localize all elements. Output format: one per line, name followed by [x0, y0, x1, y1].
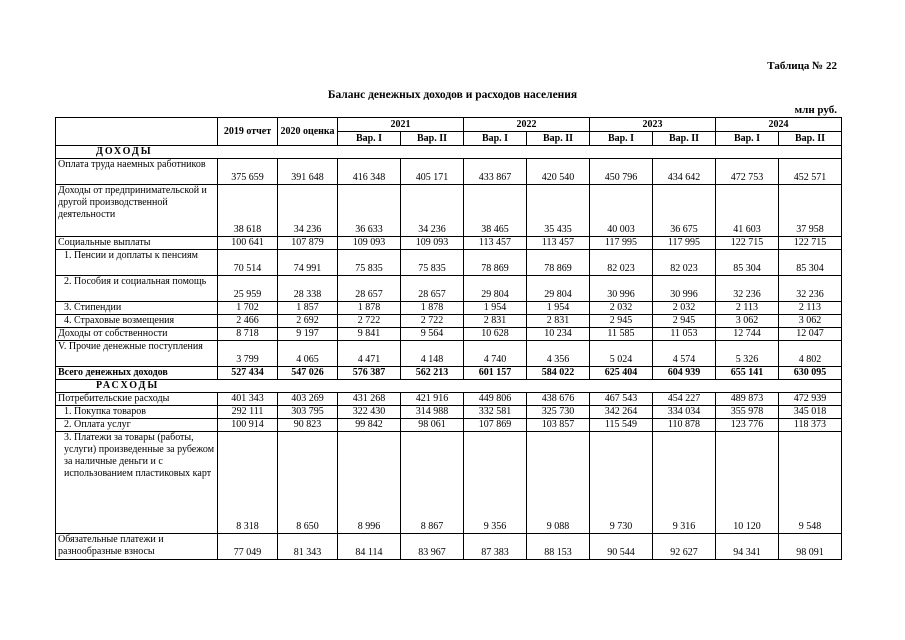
value-cell: 405 171	[401, 159, 464, 185]
row-label: Потребительские расходы	[56, 393, 218, 406]
value-cell: 2 945	[653, 315, 716, 328]
value-cell: 438 676	[527, 393, 590, 406]
table-row	[56, 406, 842, 419]
value-cell: 28 657	[401, 276, 464, 302]
value-cell: 75 835	[338, 250, 401, 276]
value-cell: 9 356	[464, 432, 527, 534]
value-cell: 123 776	[716, 419, 779, 432]
value-cell: 84 114	[338, 534, 401, 560]
section-expenses: РАСХОДЫ	[56, 380, 842, 393]
value-cell: 450 796	[590, 159, 653, 185]
value-cell: 117 995	[653, 237, 716, 250]
value-cell: 77 049	[218, 534, 278, 560]
table-row	[56, 328, 842, 341]
value-cell: 601 157	[464, 367, 527, 380]
value-cell: 4 356	[527, 341, 590, 367]
value-cell: 401 343	[218, 393, 278, 406]
value-cell: 434 642	[653, 159, 716, 185]
header-variant-1: Вар. I	[590, 132, 653, 146]
table-row	[56, 393, 842, 406]
row-label: Доходы от собственности	[56, 328, 218, 341]
value-cell: 2 945	[590, 315, 653, 328]
value-cell: 355 978	[716, 406, 779, 419]
value-cell: 2 831	[527, 315, 590, 328]
value-cell: 88 153	[527, 534, 590, 560]
value-cell: 467 543	[590, 393, 653, 406]
value-cell: 2 722	[401, 315, 464, 328]
value-cell: 109 093	[401, 237, 464, 250]
header-year-2023: 2023	[590, 118, 716, 132]
table-row	[56, 302, 842, 315]
table-row	[56, 315, 842, 328]
row-label: V. Прочие денежные поступления	[56, 341, 218, 367]
value-cell: 11 053	[653, 328, 716, 341]
value-cell: 40 003	[590, 185, 653, 237]
units-label: млн руб.	[794, 104, 837, 116]
value-cell: 37 958	[779, 185, 842, 237]
value-cell: 9 841	[338, 328, 401, 341]
value-cell: 391 648	[278, 159, 338, 185]
value-cell: 35 435	[527, 185, 590, 237]
value-cell: 584 022	[527, 367, 590, 380]
value-cell: 36 633	[338, 185, 401, 237]
value-cell: 107 869	[464, 419, 527, 432]
value-cell: 38 465	[464, 185, 527, 237]
value-cell: 9 197	[278, 328, 338, 341]
value-cell: 489 873	[716, 393, 779, 406]
value-cell: 1 954	[527, 302, 590, 315]
value-cell: 107 879	[278, 237, 338, 250]
value-cell: 4 574	[653, 341, 716, 367]
value-cell: 2 032	[653, 302, 716, 315]
value-cell: 431 268	[338, 393, 401, 406]
value-cell: 4 471	[338, 341, 401, 367]
value-cell: 5 024	[590, 341, 653, 367]
table-row	[56, 419, 842, 432]
document-title: Баланс денежных доходов и расходов населения	[327, 89, 578, 101]
value-cell: 9 730	[590, 432, 653, 534]
value-cell: 36 675	[653, 185, 716, 237]
row-label: 1. Пенсии и доплаты к пенсиям	[56, 250, 218, 276]
value-cell: 92 627	[653, 534, 716, 560]
value-cell: 342 264	[590, 406, 653, 419]
value-cell: 1 702	[218, 302, 278, 315]
row-label: 2. Пособия и социальная помощь	[56, 276, 218, 302]
value-cell: 1 857	[278, 302, 338, 315]
value-cell: 28 657	[338, 276, 401, 302]
value-cell: 3 062	[779, 315, 842, 328]
value-cell: 32 236	[779, 276, 842, 302]
value-cell: 2 113	[716, 302, 779, 315]
value-cell: 99 842	[338, 419, 401, 432]
value-cell: 34 236	[401, 185, 464, 237]
value-cell: 1 954	[464, 302, 527, 315]
value-cell: 98 061	[401, 419, 464, 432]
value-cell: 83 967	[401, 534, 464, 560]
value-cell: 11 585	[590, 328, 653, 341]
header-variant-1: Вар. I	[464, 132, 527, 146]
table-row	[56, 185, 842, 237]
value-cell: 332 581	[464, 406, 527, 419]
value-cell: 118 373	[779, 419, 842, 432]
section-income: ДОХОДЫ	[56, 146, 842, 159]
table-row	[56, 250, 842, 276]
value-cell: 8 318	[218, 432, 278, 534]
value-cell: 8 867	[401, 432, 464, 534]
value-cell: 82 023	[653, 250, 716, 276]
value-cell: 94 341	[716, 534, 779, 560]
value-cell: 78 869	[527, 250, 590, 276]
value-cell: 113 457	[527, 237, 590, 250]
value-cell: 81 343	[278, 534, 338, 560]
value-cell: 655 141	[716, 367, 779, 380]
header-variant-1: Вар. I	[716, 132, 779, 146]
header-variant-1: Вар. I	[338, 132, 401, 146]
header-empty-cell	[56, 118, 218, 146]
value-cell: 4 065	[278, 341, 338, 367]
value-cell: 2 692	[278, 315, 338, 328]
value-cell: 345 018	[779, 406, 842, 419]
value-cell: 75 835	[401, 250, 464, 276]
value-cell: 576 387	[338, 367, 401, 380]
value-cell: 41 603	[716, 185, 779, 237]
value-cell: 2 722	[338, 315, 401, 328]
table-row	[56, 276, 842, 302]
value-cell: 4 802	[779, 341, 842, 367]
table-row	[56, 159, 842, 185]
value-cell: 421 916	[401, 393, 464, 406]
row-label: 3. Платежи за товары (работы, услуги) произведенные за рубежом за наличные деньги и с использованием пластиковых карт	[56, 432, 218, 534]
value-cell: 113 457	[464, 237, 527, 250]
value-cell: 25 959	[218, 276, 278, 302]
value-cell: 292 111	[218, 406, 278, 419]
table-row	[56, 534, 842, 560]
value-cell: 30 996	[653, 276, 716, 302]
value-cell: 8 996	[338, 432, 401, 534]
value-cell: 334 034	[653, 406, 716, 419]
value-cell: 12 047	[779, 328, 842, 341]
value-cell: 472 753	[716, 159, 779, 185]
value-cell: 78 869	[464, 250, 527, 276]
value-cell: 85 304	[716, 250, 779, 276]
header-2019: 2019 отчет	[218, 118, 278, 146]
value-cell: 2 113	[779, 302, 842, 315]
header-year-2024: 2024	[716, 118, 842, 132]
value-cell: 4 148	[401, 341, 464, 367]
value-cell: 403 269	[278, 393, 338, 406]
value-cell: 9 564	[401, 328, 464, 341]
value-cell: 38 618	[218, 185, 278, 237]
value-cell: 1 878	[338, 302, 401, 315]
value-cell: 454 227	[653, 393, 716, 406]
value-cell: 2 831	[464, 315, 527, 328]
row-label: Доходы от предпринимательской и другой производственной деятельности	[56, 185, 218, 237]
value-cell: 32 236	[716, 276, 779, 302]
value-cell: 9 088	[527, 432, 590, 534]
value-cell: 8 718	[218, 328, 278, 341]
header-2020: 2020 оценка	[278, 118, 338, 146]
value-cell: 103 857	[527, 419, 590, 432]
value-cell: 90 544	[590, 534, 653, 560]
value-cell: 325 730	[527, 406, 590, 419]
value-cell: 2 466	[218, 315, 278, 328]
value-cell: 322 430	[338, 406, 401, 419]
value-cell: 87 383	[464, 534, 527, 560]
value-cell: 4 740	[464, 341, 527, 367]
value-cell: 314 988	[401, 406, 464, 419]
value-cell: 375 659	[218, 159, 278, 185]
value-cell: 82 023	[590, 250, 653, 276]
value-cell: 303 795	[278, 406, 338, 419]
row-label: Обязательные платежи и разнообразные взносы	[56, 534, 218, 560]
value-cell: 85 304	[779, 250, 842, 276]
table-row	[56, 432, 842, 534]
value-cell: 109 093	[338, 237, 401, 250]
header-variant-2: Вар. II	[779, 132, 842, 146]
value-cell: 74 991	[278, 250, 338, 276]
value-cell: 98 091	[779, 534, 842, 560]
value-cell: 28 338	[278, 276, 338, 302]
value-cell: 10 234	[527, 328, 590, 341]
value-cell: 625 404	[590, 367, 653, 380]
value-cell: 115 549	[590, 419, 653, 432]
value-cell: 110 878	[653, 419, 716, 432]
header-year-2021: 2021	[338, 118, 464, 132]
value-cell: 3 799	[218, 341, 278, 367]
value-cell: 416 348	[338, 159, 401, 185]
value-cell: 9 548	[779, 432, 842, 534]
row-label: Всего денежных доходов	[56, 367, 218, 380]
value-cell: 8 650	[278, 432, 338, 534]
value-cell: 100 914	[218, 419, 278, 432]
value-cell: 604 939	[653, 367, 716, 380]
row-label: Оплата труда наемных работников	[56, 159, 218, 185]
value-cell: 117 995	[590, 237, 653, 250]
value-cell: 449 806	[464, 393, 527, 406]
value-cell: 5 326	[716, 341, 779, 367]
value-cell: 34 236	[278, 185, 338, 237]
value-cell: 9 316	[653, 432, 716, 534]
header-variant-2: Вар. II	[527, 132, 590, 146]
value-cell: 122 715	[779, 237, 842, 250]
value-cell: 29 804	[464, 276, 527, 302]
value-cell: 10 120	[716, 432, 779, 534]
table-row	[56, 237, 842, 250]
value-cell: 70 514	[218, 250, 278, 276]
row-label: Социальные выплаты	[56, 237, 218, 250]
value-cell: 630 095	[779, 367, 842, 380]
value-cell: 3 062	[716, 315, 779, 328]
value-cell: 527 434	[218, 367, 278, 380]
value-cell: 10 628	[464, 328, 527, 341]
value-cell: 420 540	[527, 159, 590, 185]
value-cell: 29 804	[527, 276, 590, 302]
value-cell: 90 823	[278, 419, 338, 432]
value-cell: 562 213	[401, 367, 464, 380]
row-label: 4. Страховые возмещения	[56, 315, 218, 328]
row-label: 2. Оплата услуг	[56, 419, 218, 432]
value-cell: 452 571	[779, 159, 842, 185]
value-cell: 122 715	[716, 237, 779, 250]
row-label: 3. Стипендии	[56, 302, 218, 315]
value-cell: 1 878	[401, 302, 464, 315]
value-cell: 547 026	[278, 367, 338, 380]
header-variant-2: Вар. II	[653, 132, 716, 146]
header-year-2022: 2022	[464, 118, 590, 132]
row-label: 1. Покупка товаров	[56, 406, 218, 419]
table-number: Таблица № 22	[767, 60, 837, 72]
balance-table	[55, 117, 842, 560]
value-cell: 433 867	[464, 159, 527, 185]
table-row	[56, 341, 842, 367]
table-row-total	[56, 367, 842, 380]
value-cell: 30 996	[590, 276, 653, 302]
value-cell: 12 744	[716, 328, 779, 341]
value-cell: 100 641	[218, 237, 278, 250]
header-variant-2: Вар. II	[401, 132, 464, 146]
value-cell: 472 939	[779, 393, 842, 406]
value-cell: 2 032	[590, 302, 653, 315]
